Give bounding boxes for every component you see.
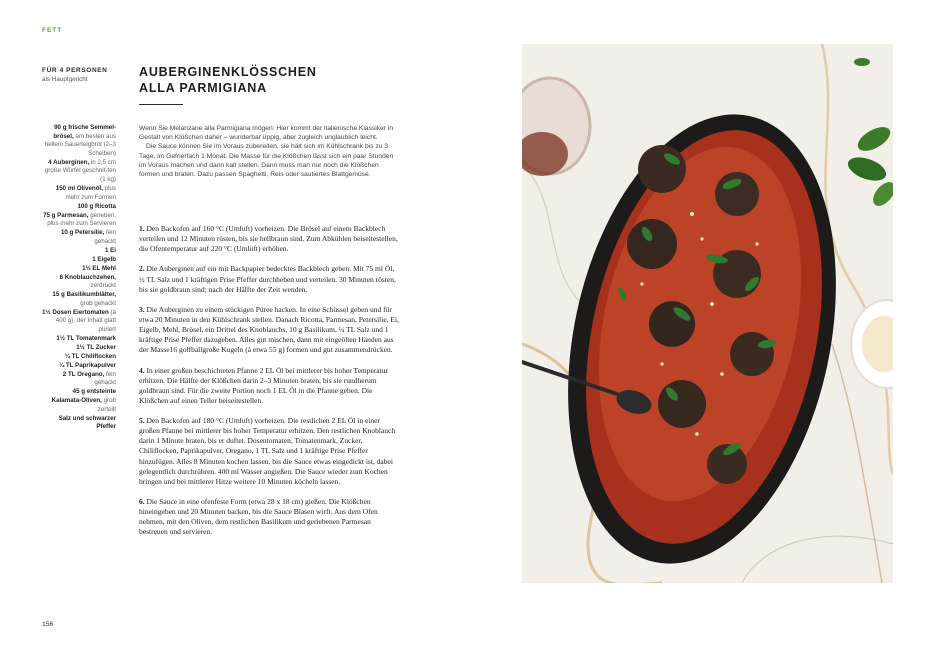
ingredient-item bbox=[42, 344, 116, 353]
ingredient-item bbox=[42, 159, 116, 185]
ingredient-quantity: 150 ml Olivenöl, bbox=[55, 184, 103, 192]
recipe-intro bbox=[139, 124, 399, 179]
ingredient-item bbox=[42, 291, 116, 308]
recipe-title-line-1: AUBERGINENKLÖSSCHEN bbox=[139, 65, 317, 79]
ingredient-quantity: ¼ TL Paprikapulver bbox=[59, 361, 116, 369]
step-text: Die Auberginen zu einem stückigen Püree hacken. In eine Schüssel geben und für etwa 20 Minuten in den Kühlschrank stellen. Danach Ricotta, Parmesan, Petersilie, Ei, Eigelb, Mehl, Brösel, ein Drittel des Knoblauchs, 10 g Basilikum, ¼ TL Salz und 1 kräftige Prise Pfeffer dazugeben. Alles gut mischen, dann mit eingeölten Händen aus der Masse16 golfballgroße Kugeln (à etwa 55 g) formen und gut zusammendrücken. bbox=[139, 304, 399, 355]
ingredient-quantity: 1½ EL Mehl bbox=[82, 264, 116, 272]
ingredient-item bbox=[42, 309, 116, 335]
ingredient-quantity: 1 Ei bbox=[104, 246, 116, 254]
step-number: 5. bbox=[139, 416, 145, 426]
ingredient-quantity: 1½ TL Tomatenmark bbox=[56, 334, 116, 342]
ingredient-quantity: 2 TL Oregano, bbox=[62, 370, 105, 378]
page-number: 156 bbox=[42, 621, 54, 628]
step-number: 3. bbox=[139, 304, 145, 314]
ingredient-item bbox=[42, 256, 116, 265]
ingredient-item bbox=[42, 124, 116, 158]
method-steps bbox=[139, 224, 401, 548]
step-text: Den Backofen auf 160 °C (Umluft) vorheizen. Die Brösel auf einem Backblech verteilen und 12 Minuten rösten, bis sie hellbraun sind. Zum Abkühlen beiseitestellen, die Ofentemperatur auf 220 °C (Umluft) erhöhen. bbox=[139, 224, 398, 254]
ingredient-quantity: 45 g entsteinte Kalamata-Oliven, bbox=[51, 388, 116, 405]
ingredient-quantity: ¼ TL Chiliflocken bbox=[64, 352, 116, 360]
ingredient-quantity: 75 g Parmesan, bbox=[43, 211, 89, 219]
ingredient-quantity: 1½ Dosen Eiertomaten bbox=[42, 308, 109, 316]
title-divider bbox=[139, 104, 183, 105]
step-number: 4. bbox=[139, 365, 145, 375]
ingredient-item bbox=[42, 203, 116, 212]
ingredient-note: grob zerteilt bbox=[97, 397, 116, 413]
ingredient-quantity: 15 g Basilikumblätter, bbox=[52, 291, 116, 299]
ingredient-quantity: Salz und schwarzer Pfeffer bbox=[58, 414, 116, 431]
ingredient-note: zerdrückt bbox=[90, 282, 116, 290]
ingredient-item bbox=[42, 362, 116, 371]
method-step bbox=[139, 416, 401, 487]
ingredient-item bbox=[42, 229, 116, 246]
step-text: Die Sauce in eine ofenfeste Form (etwa 28 x 18 cm) gießen. Die Klößchen hineingeben und 20 Minuten backen, bis die Sauce Blasen wirft. Aus dem Ofen nehmen, mit den Oliven, dem restlichen Basilikum und geriebenen Parmesan bestreuen und servieren. bbox=[139, 497, 378, 537]
ingredient-quantity: 100 g Ricotta bbox=[77, 202, 116, 210]
method-step bbox=[139, 497, 401, 537]
method-step bbox=[139, 264, 401, 294]
step-text: Die Auberginen auf ein mit Backpapier bedecktes Backblech geben. Mit 75 ml Öl, ½ TL Salz und 1 kräftigen Prise Pfeffer durchheben und verteilen. 30 Minuten rösten, bis sie goldbraun sind; nach der Hälfte der Zeit wenden. bbox=[139, 264, 396, 294]
step-number: 1. bbox=[139, 224, 145, 233]
ingredient-list bbox=[42, 124, 116, 432]
ingredient-item bbox=[42, 353, 116, 362]
ingredient-note: fein gehackt bbox=[94, 229, 116, 245]
recipe-title bbox=[139, 64, 379, 96]
ingredient-item bbox=[42, 388, 116, 414]
intro-paragraph-1: Wenn Sie Melanzane alla Parmigiana mögen: Hier kommt der italienische Klassiker in Gestalt von Klößchen daher – wunderbar üppig, aber zugleich unglaublich leicht. bbox=[139, 125, 394, 142]
intro-paragraph-2: Die Sauce können Sie im Voraus zubereiten, sie hält sich im Kühlschrank bis zu 3 Tage, im Gefrierfach 1 Monat. Die Masse für die Klößchen lässt sich ein paar Stunden im Voraus machen und dann kalt stellen. Dann muss man nur noch die Klößchen formen und braten. Dazu passen Spaghetti, Reis oder sautiertes Blattgemüse. bbox=[139, 143, 394, 179]
ingredient-note: in 2,5 cm große Würfel geschnit-ten (1 kg) bbox=[44, 158, 116, 183]
ingredient-quantity: 10 g Petersilie, bbox=[60, 229, 105, 237]
ingredient-quantity: 1 Eigelb bbox=[92, 255, 116, 263]
ingredient-item bbox=[42, 247, 116, 256]
ingredient-item bbox=[42, 335, 116, 344]
method-step bbox=[139, 224, 401, 254]
ingredient-item bbox=[42, 185, 116, 202]
ingredient-quantity: 4 Auberginen, bbox=[48, 158, 90, 166]
ingredient-quantity: 6 Knoblauchzehen, bbox=[59, 273, 116, 281]
ingredient-note: plus mehr zum Formen bbox=[65, 184, 116, 201]
ingredient-item bbox=[42, 274, 116, 291]
method-step bbox=[139, 305, 401, 355]
step-number: 2. bbox=[139, 264, 145, 274]
section-label: FETT bbox=[42, 27, 63, 34]
ingredient-quantity: 90 g frische Semmel-brösel, bbox=[53, 124, 116, 140]
ingredient-note: (à 400 g), der Inhalt glatt püriert bbox=[55, 308, 116, 333]
ingredient-item bbox=[42, 415, 116, 432]
ingredient-note: am besten aus hellem Sauerteigbrot (2–3 Scheiben) bbox=[44, 132, 116, 157]
servings-count: FÜR 4 PERSONEN bbox=[42, 67, 108, 74]
recipe-title-line-2: ALLA PARMIGIANA bbox=[139, 81, 267, 95]
servings-info bbox=[42, 66, 122, 84]
step-text: In einer großen beschichteten Pfanne 2 EL Öl bei mittlerer bis hoher Temperatur erhitzen. Die Hälfte der Klößchen darin 2–3 Minuten braten, bis sie rundherum goldbraun sind. Für die zweite Portion noch 1 EL Öl in die Pfanne geben. Die Klößchen auf einen Teller beiseitestellen. bbox=[139, 365, 388, 405]
recipe-photo bbox=[522, 44, 893, 583]
servings-note: als Hauptgericht bbox=[42, 76, 88, 83]
ingredient-quantity: 1½ TL Zucker bbox=[76, 343, 116, 351]
step-number: 6. bbox=[139, 497, 145, 506]
ingredient-item bbox=[42, 212, 116, 229]
ingredient-item bbox=[42, 265, 116, 274]
step-text: Den Backofen auf 180 °C (Umluft) vorheizen. Die restlichen 2 EL Öl in einer großen Pfanne bei mittlerer bis hoher Temperatur erhitzen. Den restlichen Knoblauch darin 1 Minute braten, bis er duftet. Dosentomaten, Tomatenmark, Zucker, Chiliflocken, Paprikapulver, Oregano, 1 TL Salz und 1 kräftige Prise Pfeffer hinzufügen. Alles 8 Minuten kochen lassen, bis die Sauce etwas eingedickt ist, dabei gelegentlich durchrühren. 400 ml Wasser angießen. Die Sauce wieder zum Kochen bringen und bei mittlerer Hitze weitere 10 Minuten köcheln lassen. bbox=[139, 416, 396, 486]
method-step bbox=[139, 366, 401, 406]
ingredient-item bbox=[42, 371, 116, 388]
ingredient-note: gerieben, plus mehr zum Servieren bbox=[47, 211, 116, 228]
ingredient-note: grob gehackt bbox=[80, 299, 116, 307]
ingredient-note: fein gehackt bbox=[94, 370, 116, 387]
